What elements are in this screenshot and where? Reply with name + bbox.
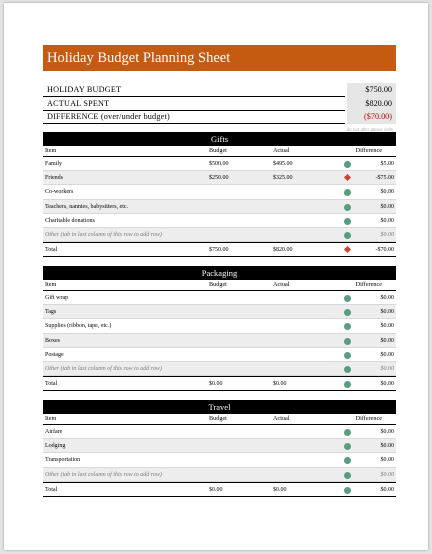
total-label: Total [45,247,58,254]
item-cell[interactable]: Other (tab in last column of this row to add row) [45,365,162,372]
column-header-row [43,280,396,291]
column-header-difference: Difference [355,147,382,154]
column-header-budget: Budget [209,147,227,154]
total-label: Total [45,381,58,388]
table-row[interactable] [43,468,396,482]
budget-cell[interactable]: $250.00 [209,175,229,182]
section-travel [43,400,396,497]
green-circle-icon [344,204,351,211]
green-circle-icon [344,161,351,168]
total-difference: $0.00 [380,381,394,388]
difference-cell: $0.00 [380,351,394,358]
column-header-item: Item [45,415,57,422]
item-cell[interactable]: Charitable donations [45,217,95,224]
item-cell[interactable]: Boxes [45,337,60,344]
holiday-budget-row [43,83,396,97]
actual-spent-label: ACTUAL SPENT [47,99,110,108]
item-cell[interactable]: Teachers, nannies, babysitters, etc. [45,203,129,210]
difference-row [43,110,396,124]
table-row[interactable] [43,453,396,467]
column-header-budget: Budget [209,281,227,288]
difference-label: DIFFERENCE (over/under budget) [47,112,170,121]
table-row[interactable] [43,171,396,185]
table-row[interactable] [43,334,396,348]
total-difference: $0.00 [380,486,394,493]
item-cell[interactable]: Co-workers [45,189,74,196]
item-cell[interactable]: Other (tab in last column of this row to add row) [45,471,162,478]
difference-cell: $0.00 [380,231,394,238]
table-row[interactable] [43,157,396,171]
column-header-row [43,146,396,157]
column-header-row [43,414,396,425]
green-circle-icon [344,429,351,436]
green-circle-icon [344,232,351,239]
table-row[interactable] [43,200,396,214]
green-circle-icon [344,443,351,450]
column-header-budget: Budget [209,415,227,422]
green-circle-icon [344,366,351,373]
column-header-item: Item [45,147,57,154]
difference-cell: $0.00 [380,203,394,210]
item-cell[interactable]: Transportation [45,457,81,464]
budget-cell[interactable]: $500.00 [209,161,229,167]
item-cell[interactable]: Postage [45,351,64,358]
total-label: Total [45,486,58,493]
column-header-actual: Actual [273,415,290,422]
green-circle-icon [344,487,351,494]
green-circle-icon [344,218,351,225]
green-circle-icon [344,457,351,464]
holiday-budget-value[interactable]: $750.00 [347,83,396,97]
actual-cell[interactable]: $495.00 [273,161,293,167]
section-header: Gifts [43,132,396,146]
table-row[interactable] [43,425,396,439]
column-header-difference: Difference [355,281,382,288]
sheet-title: Holiday Budget Planning Sheet [43,45,396,71]
difference-cell: $0.00 [380,309,394,316]
section-header: Travel [43,400,396,414]
holiday-budget-label: HOLIDAY BUDGET [47,85,122,94]
total-budget: $0.00 [209,381,223,388]
difference-cell: $0.00 [380,443,394,450]
table-row[interactable] [43,348,396,362]
table-row[interactable] [43,319,396,333]
difference-cell: $0.00 [380,217,394,224]
actual-spent-row [43,97,396,111]
total-budget: $750.00 [209,247,229,254]
difference-cell: $0.00 [380,337,394,344]
hint-text: do not alter above cells [346,127,393,132]
total-difference: -$70.00 [375,247,394,254]
item-cell[interactable]: Other (tab in last column of this row to add row) [45,231,162,238]
section-header: Packaging [43,266,396,280]
difference-cell: $0.00 [380,471,394,478]
item-cell[interactable]: Gift wrap [45,295,69,301]
item-cell[interactable]: Supplies (ribbon, tape, etc.) [45,323,112,330]
actual-cell[interactable]: $325.00 [273,175,293,182]
total-budget: $0.00 [209,486,223,493]
green-circle-icon [344,189,351,196]
total-actual: $820.00 [273,247,293,254]
item-cell[interactable]: Tags [45,309,57,316]
green-circle-icon [344,323,351,330]
item-cell[interactable]: Airfare [45,429,63,435]
section-packaging [43,266,396,391]
total-actual: $0.00 [273,486,287,493]
difference-cell: $0.00 [380,429,394,435]
section-gifts [43,132,396,257]
difference-cell: $0.00 [380,457,394,464]
difference-cell: -$75.00 [375,175,394,182]
difference-cell: $0.00 [380,365,394,372]
total-row [43,376,396,391]
table-row[interactable] [43,291,396,305]
difference-value: ($70.00) [347,110,396,124]
actual-spent-value: $820.00 [347,97,396,111]
green-circle-icon [344,352,351,359]
item-cell[interactable]: Lodging [45,443,66,450]
column-header-actual: Actual [273,281,290,288]
green-circle-icon [344,381,351,388]
table-row[interactable] [43,214,396,228]
total-actual: $0.00 [273,381,287,388]
column-header-item: Item [45,281,57,288]
table-row[interactable] [43,305,396,319]
table-row[interactable] [43,362,396,376]
green-circle-icon [344,295,351,302]
green-circle-icon [344,309,351,316]
red-diamond-icon [344,246,351,253]
difference-cell: $0.00 [380,295,394,301]
table-row[interactable] [43,185,396,199]
difference-cell: $0.00 [380,323,394,330]
green-circle-icon [344,472,351,479]
green-circle-icon [344,338,351,345]
total-row [43,482,396,497]
difference-cell: $0.00 [380,189,394,196]
item-cell[interactable]: Family [45,161,63,167]
column-header-difference: Difference [355,415,382,422]
difference-cell: $5.00 [380,161,394,167]
item-cell[interactable]: Friends [45,175,63,182]
table-row[interactable] [43,439,396,453]
red-diamond-icon [344,174,351,181]
table-row[interactable] [43,228,396,242]
total-row [43,242,396,257]
worksheet-page [4,3,428,550]
column-header-actual: Actual [273,147,290,154]
divider [43,123,345,124]
